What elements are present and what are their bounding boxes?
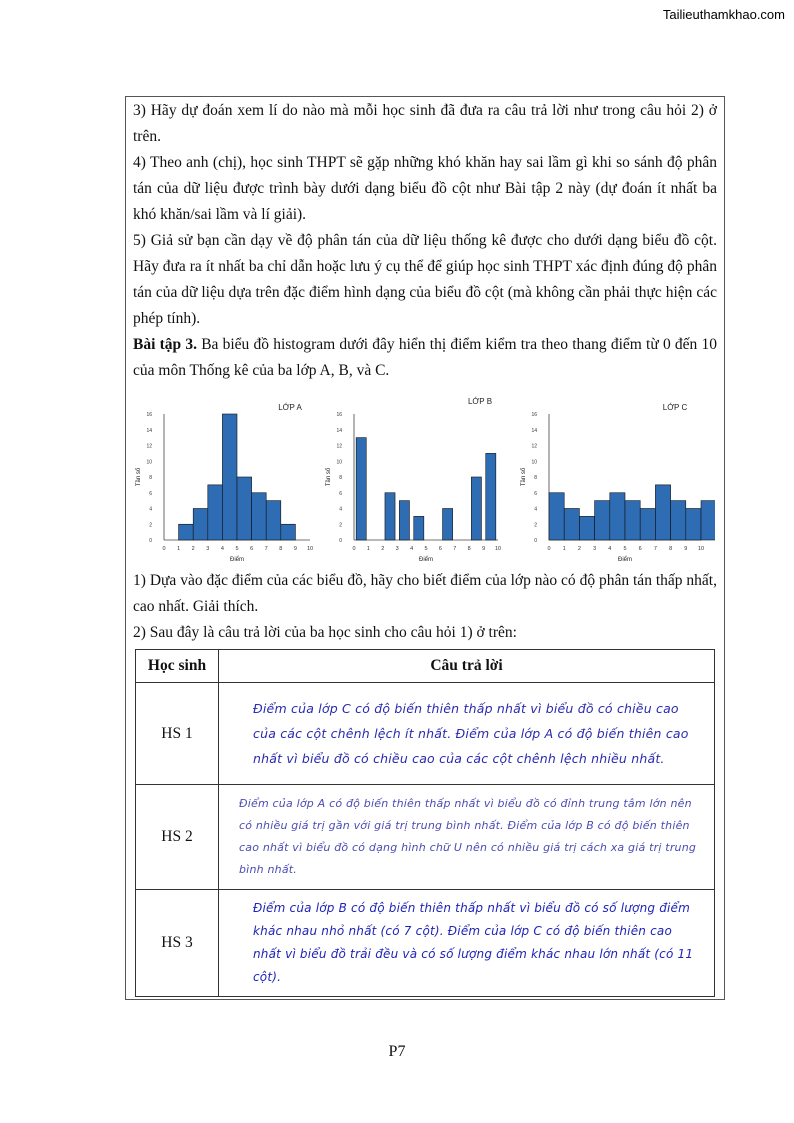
histogram-bar: [625, 501, 640, 540]
x-tick-label: 7: [264, 546, 268, 552]
y-tick-label: 2: [149, 522, 152, 529]
x-tick-label: 6: [438, 546, 442, 552]
exercise-label: Bài tập 3.: [133, 336, 197, 353]
histogram-bar: [385, 493, 395, 540]
x-tick-label: 0: [547, 546, 551, 552]
histogram-bar: [399, 501, 409, 540]
student-cell: HS 3: [136, 890, 219, 997]
x-tick-label: 8: [279, 546, 283, 552]
histogram-bar: [414, 516, 424, 540]
histogram-bar: [640, 509, 655, 541]
x-tick-label: 0: [162, 546, 166, 552]
histogram-bar: [266, 501, 281, 540]
x-tick-label: 10: [494, 546, 502, 552]
y-tick-label: 6: [339, 490, 342, 497]
question-list-top: [133, 98, 717, 384]
histogram-group: [130, 396, 720, 568]
x-tick-label: 9: [482, 546, 486, 552]
x-tick-label: 5: [424, 546, 428, 552]
x-tick-label: 3: [206, 546, 210, 552]
paragraph-3: 3) Hãy dự đoán xem lí do nào mà mỗi học sinh đã đưa ra câu trả lời như trong câu hỏi 2) ở trên.: [133, 102, 717, 145]
x-tick-label: 8: [467, 546, 471, 552]
watermark: Tailieuthamkhao.com: [662, 7, 785, 22]
y-tick-label: 4: [149, 506, 152, 513]
header-student: Học sinh: [136, 650, 219, 683]
x-axis-label: Điểm: [229, 557, 245, 563]
table-row: [136, 785, 715, 890]
x-tick-label: 5: [235, 546, 239, 552]
x-tick-label: 3: [593, 546, 597, 552]
answer-cell: Điểm của lớp A có độ biến thiên thấp nhất vì biểu đồ có đỉnh trung tâm lớn nên có nhiều giá trị gần với giá trị trung bình nhất. Điểm của lớp B có độ biến thiên cao nhất vì biểu đồ có dạng hình chữ U nên có nhiều giá trị cách xa giá trị trung bình nhất.: [219, 785, 715, 890]
histogram-bar: [671, 501, 686, 540]
question-2: 2) Sau đây là câu trả lời của ba học sinh cho câu hỏi 1) ở trên:: [133, 624, 517, 641]
histogram-bar: [252, 493, 267, 540]
histogram-bar: [595, 501, 610, 540]
histogram-bar: [179, 524, 194, 540]
x-tick-label: 2: [381, 546, 385, 552]
x-tick-label: 5: [623, 546, 627, 552]
x-tick-label: 3: [395, 546, 399, 552]
paragraph-4: 4) Theo anh (chị), học sinh THPT sẽ gặp những khó khăn hay sai lầm gì khi so sánh độ phân tán của dữ liệu được trình bày dưới dạng biểu đồ cột như Bài tập 2 này (dự đoán ít nhất ba khó khăn/sai lầm và lí giải).: [133, 154, 717, 223]
y-tick-label: 0: [339, 538, 342, 544]
histogram-class-c: [515, 396, 715, 568]
histogram-bar: [281, 524, 296, 540]
x-tick-label: 0: [352, 546, 356, 552]
exercise-text: Ba biểu đồ histogram dưới đây hiển thị điểm kiểm tra theo thang điểm từ 0 đến 10 của môn Thống kê của ba lớp A, B, và C.: [133, 336, 718, 379]
answers-table: [135, 649, 715, 997]
histogram-bar: [564, 509, 579, 541]
chart-title: LỚP B: [467, 397, 493, 406]
y-tick-label: 6: [534, 490, 537, 497]
y-tick-label: 4: [339, 506, 342, 513]
x-tick-label: 6: [638, 546, 642, 552]
x-tick-label: 1: [177, 546, 181, 552]
y-tick-label: 14: [531, 427, 537, 434]
y-tick-label: 8: [149, 475, 152, 481]
y-tick-label: 16: [531, 412, 537, 418]
histogram-bar: [208, 485, 223, 540]
y-tick-label: 6: [149, 490, 152, 497]
y-tick-label: 12: [531, 443, 537, 450]
table-row: [136, 683, 715, 785]
student-cell: HS 2: [136, 785, 219, 890]
chart-title: LỚP C: [662, 403, 688, 412]
x-tick-label: 8: [669, 546, 673, 552]
y-axis-label: Tần số: [136, 467, 142, 487]
y-tick-label: 10: [531, 459, 537, 466]
histogram-bar: [579, 516, 594, 540]
y-axis-label: Tần số: [521, 467, 527, 487]
histogram-bar: [486, 453, 496, 540]
histogram-bar: [655, 485, 670, 540]
header-answer: Câu trả lời: [219, 650, 715, 683]
question-list-bottom: [133, 568, 717, 646]
y-tick-label: 14: [146, 427, 152, 434]
histogram-bar: [237, 477, 252, 540]
y-tick-label: 0: [534, 538, 537, 544]
x-tick-label: 7: [453, 546, 457, 552]
y-axis-label: Tần số: [326, 467, 332, 487]
y-tick-label: 2: [534, 522, 537, 529]
y-tick-label: 16: [336, 412, 342, 418]
y-tick-label: 8: [339, 475, 342, 481]
histogram-bar: [193, 509, 208, 541]
x-axis-label: Điểm: [617, 557, 633, 563]
y-tick-label: 16: [146, 412, 152, 418]
histogram-bar: [443, 509, 453, 541]
y-tick-label: 8: [534, 475, 537, 481]
x-tick-label: 1: [562, 546, 566, 552]
table-row: [136, 890, 715, 997]
answer-cell: Điểm của lớp C có độ biến thiên thấp nhất vì biểu đồ có chiều cao của các cột chênh lệch ít nhất. Điểm của lớp A có độ biến thiên cao nhất vì biểu đồ có chiều cao của các cột chênh lệch nhiều nhất.: [219, 683, 715, 785]
x-axis-label: Điểm: [418, 557, 434, 563]
chart-title: LỚP A: [278, 403, 302, 412]
histogram-bar: [222, 414, 237, 540]
y-tick-label: 12: [336, 443, 342, 450]
y-tick-label: 10: [336, 459, 342, 466]
y-tick-label: 12: [146, 443, 152, 450]
table-header-row: [136, 650, 715, 683]
exercise-3: [133, 332, 717, 384]
x-tick-label: 9: [293, 546, 297, 552]
histogram-bar: [471, 477, 481, 540]
x-tick-label: 2: [577, 546, 581, 552]
question-1: 1) Dựa vào đặc điểm của các biểu đồ, hãy cho biết điểm của lớp nào có độ phân tán thấp nhất, cao nhất. Giải thích.: [133, 572, 717, 615]
x-tick-label: 10: [306, 546, 314, 552]
student-cell: HS 1: [136, 683, 219, 785]
x-tick-label: 2: [191, 546, 195, 552]
histogram-bar: [356, 438, 366, 540]
y-tick-label: 2: [339, 522, 342, 529]
x-tick-label: 4: [410, 546, 414, 552]
x-tick-label: 6: [250, 546, 254, 552]
x-tick-label: 10: [697, 546, 705, 552]
histogram-bar: [701, 501, 715, 540]
y-tick-label: 4: [534, 506, 537, 513]
histogram-class-a: [130, 396, 325, 568]
x-tick-label: 4: [220, 546, 224, 552]
page-number: P7: [388, 1043, 406, 1060]
x-tick-label: 9: [684, 546, 688, 552]
paragraph-5: 5) Giả sử bạn cần dạy về độ phân tán của dữ liệu thống kê được cho dưới dạng biểu đồ cột. Hãy đưa ra ít nhất ba chỉ dẫn hoặc lưu ý cụ thể để giúp học sinh THPT xác định đúng độ phân tán của dữ liệu dựa trên đặc điểm hình dạng của biểu đồ cột (mà không cần phải thực hiện các phép tính).: [133, 232, 717, 327]
histogram-bar: [610, 493, 625, 540]
histogram-class-b: [320, 396, 515, 568]
x-tick-label: 7: [653, 546, 657, 552]
y-tick-label: 0: [149, 538, 152, 544]
y-tick-label: 10: [146, 459, 152, 466]
histogram-bar: [686, 509, 701, 541]
x-tick-label: 1: [366, 546, 370, 552]
histogram-bar: [549, 493, 564, 540]
x-tick-label: 4: [608, 546, 612, 552]
answer-cell: Điểm của lớp B có độ biến thiên thấp nhất vì biểu đồ có số lượng điểm khác nhau nhỏ nhất (có 7 cột). Điểm của lớp C có độ biến thiên cao nhất vì biểu đồ trải đều và có số lượng điểm khác nhau lớn nhất (có 11 cột).: [219, 890, 715, 997]
y-tick-label: 14: [336, 427, 342, 434]
